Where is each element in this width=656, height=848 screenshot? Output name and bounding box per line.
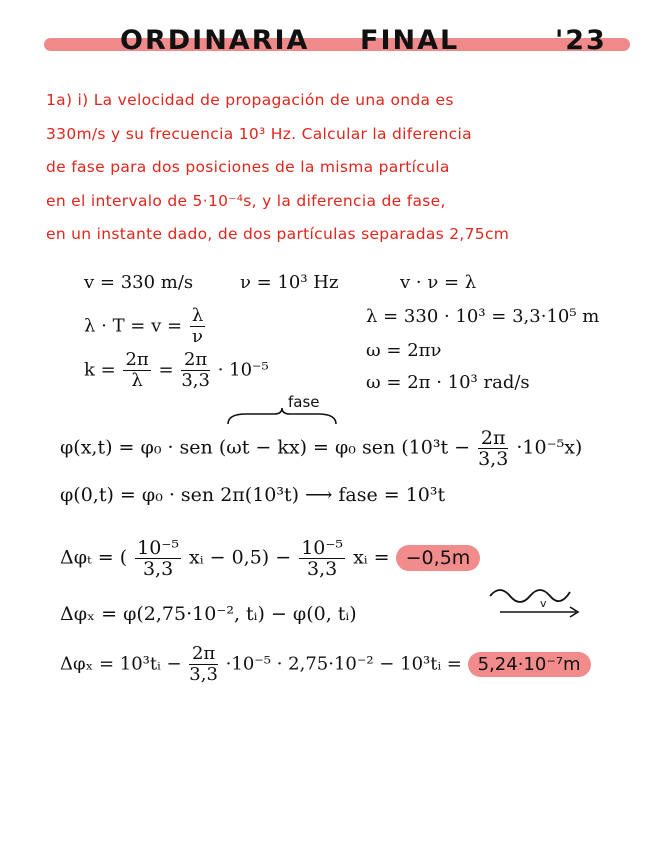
fraction-numerator: 2π (181, 350, 210, 371)
velocity-value: v = 330 m/s (84, 272, 194, 293)
fraction (181, 350, 210, 391)
delta-phi-x-label: Δφₓ = 10³tᵢ − (60, 653, 182, 675)
statement-line: en el intervalo de 5·10⁻⁴s, y la diferencia de fase, (46, 191, 446, 210)
fraction-numerator: 10⁻⁵ (301, 537, 344, 559)
title-year: '23 (555, 25, 607, 56)
fraction (135, 538, 181, 579)
fraction-denominator: 3,3 (142, 558, 174, 580)
delta-phi-t-middle: xᵢ − 0,5) − (189, 546, 292, 569)
wave-equation (60, 428, 582, 469)
fraction (299, 538, 345, 579)
delta-phi-t-label: Δφₜ = ( (60, 546, 128, 569)
space-phase-difference-calc (60, 644, 591, 685)
frequency-value: ν = 10³ Hz (240, 272, 339, 293)
period-relation-text: λ · T = v = (84, 315, 183, 337)
phase-brace (226, 408, 338, 426)
space-phase-difference: Δφₓ = φ(2,75·10⁻², tᵢ) − φ(0, tᵢ) (60, 603, 357, 625)
statement-line: 330m/s y su frecuencia 10³ Hz. Calcular la diferencia (46, 124, 472, 143)
title-ordinaria: ORDINARIA (120, 25, 310, 56)
problem-statement (46, 84, 626, 252)
fraction (123, 350, 150, 391)
phase-label: fase (288, 393, 320, 411)
fraction-denominator: ν (192, 326, 203, 347)
wave-sketch-icon (486, 582, 582, 622)
wavelength-calc: λ = 330 · 10³ = 3,3·10⁵ m (366, 306, 600, 327)
result-highlight-space: 5,24·10⁻⁷m (468, 652, 591, 677)
title-final: FINAL (360, 25, 460, 56)
statement-line: 1a) i) La velocidad de propagación de una onda es (46, 91, 454, 109)
omega-formula: ω = 2πν (366, 340, 442, 361)
fraction-numerator: 2π (125, 349, 149, 370)
wavenumber-exponent: · 10⁻⁵ (217, 359, 269, 381)
wavenumber-label: k = (84, 359, 116, 381)
wavenumber-calc (84, 350, 269, 391)
fraction-denominator: 3,3 (181, 370, 210, 391)
wave-equation-text: φ(x,t) = φ₀ · sen (ωt − kx) = φ₀ sen (10³t − (60, 436, 471, 459)
wave-equation-end: ·10⁻⁵x) (516, 436, 583, 459)
phase-at-origin: φ(0,t) = φ₀ · sen 2π(10³t) ⟶ fase = 10³t (60, 484, 446, 506)
statement-line: de fase para dos posiciones de la misma partícula (46, 158, 450, 176)
omega-value: ω = 2π · 10³ rad/s (366, 372, 530, 393)
period-relation (84, 306, 207, 347)
fraction-denominator: λ (131, 370, 143, 391)
time-phase-difference (60, 538, 480, 579)
statement-line: en un instante dado, de dos partículas separadas 2,75cm (46, 225, 510, 243)
delta-phi-x-end: ·10⁻⁵ · 2,75·10⁻² − 10³tᵢ = (225, 653, 462, 675)
fraction-numerator: 10⁻⁵ (137, 537, 179, 559)
fraction-denominator: 3,3 (307, 558, 338, 580)
wavelength-relation: v · ν = λ (400, 272, 477, 293)
fraction-numerator: 2π (478, 428, 508, 449)
fraction (189, 644, 218, 685)
fraction-numerator: λ (191, 305, 204, 326)
result-highlight-time: −0,5m (396, 545, 481, 571)
fraction (478, 428, 508, 469)
fraction-denominator: 3,3 (478, 448, 509, 470)
wave-velocity-label: v (540, 597, 547, 610)
delta-phi-t-end: xᵢ = (353, 546, 390, 569)
fraction-numerator: 2π (189, 644, 218, 665)
equals-sign: = (158, 359, 174, 381)
fraction-denominator: 3,3 (189, 664, 218, 685)
fraction (190, 306, 205, 347)
